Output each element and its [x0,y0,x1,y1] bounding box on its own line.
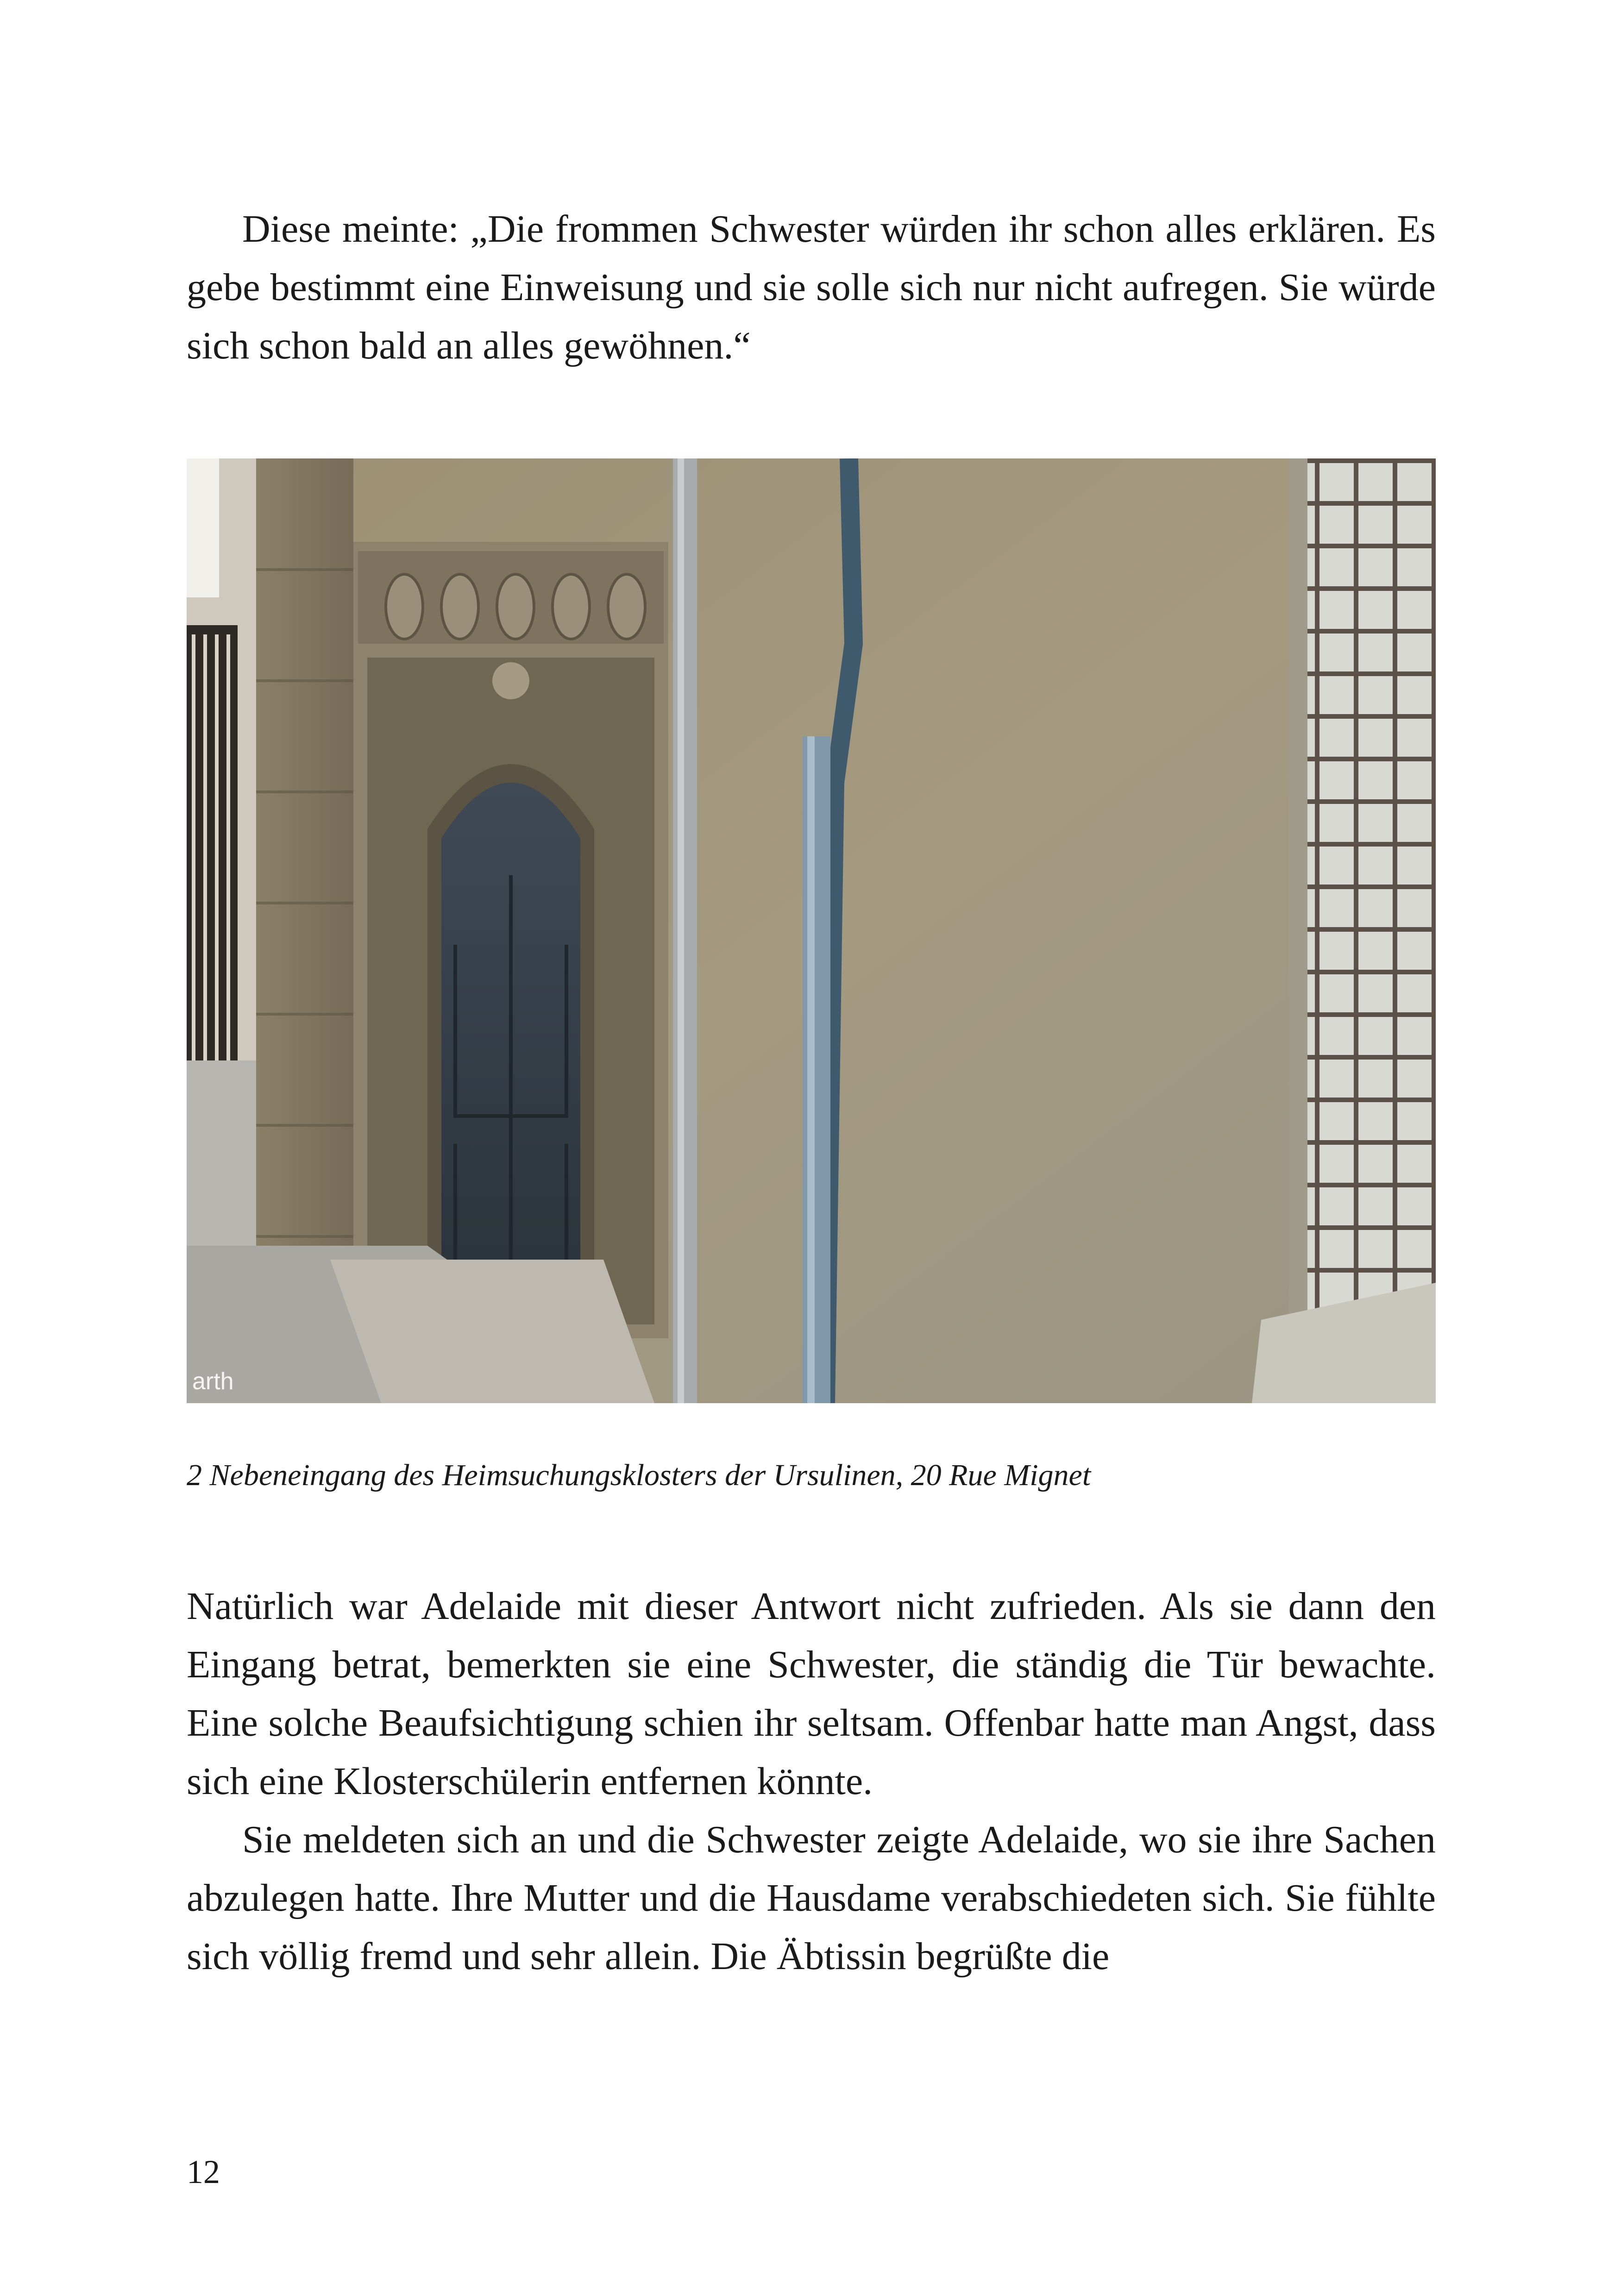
photo-side-entrance [187,458,1436,1403]
photo-watermark: arth [192,1368,234,1395]
page-number: 12 [187,2153,220,2190]
photo-illustration [187,458,1436,1403]
figure-caption: 2 Nebeneingang des Heimsuchungsklosters der Ursulinen, 20 Rue Mignet [187,1458,1091,1492]
paragraph-2: Natürlich war Adelaide mit dieser Antwort nicht zufrieden. Als sie dann den Eingang betrat, bemerkten sie eine Schwester, die ständig die Tür bewachte. Eine solche Beaufsichtigung schien ihr seltsam. Offenbar hatte man Angst, dass sich eine Klosterschülerin entfernen könnte. [187,1585,1436,1803]
paragraph-1: Diese meinte: „Die frommen Schwester würden ihr schon alles erklären. Es gebe bestimmt eine Einweisung und sie solle sich nur nicht aufregen. Sie würde sich schon bald an alles gewöhnen.“ [187,207,1436,367]
paragraph-3: Sie meldeten sich an und die Schwester zeigte Adelaide, wo sie ihre Sachen abzulegen hatte. Ihre Mutter und die Hausdame verabschiedeten sich. Sie fühlte sich völlig fremd und sehr allein. Die Äbtissin begrüßte die [187,1818,1436,1978]
